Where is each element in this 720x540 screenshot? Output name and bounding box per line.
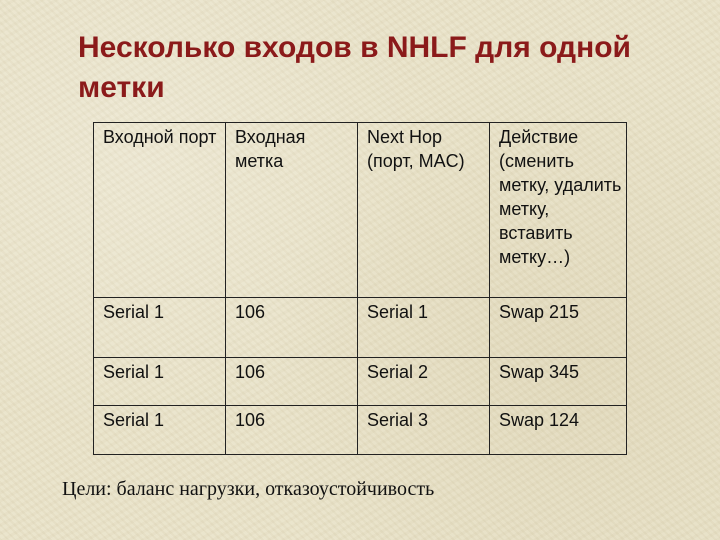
cell-input-port: Serial 1 <box>94 298 226 358</box>
slide-title: Несколько входов в NHLF для одной метки <box>78 31 631 104</box>
cell-input-port: Serial 1 <box>94 406 226 455</box>
cell-action: Swap 345 <box>490 358 627 406</box>
table-row <box>94 298 627 358</box>
cell-next-hop: Serial 2 <box>358 358 490 406</box>
header-input-label: Входная метка <box>226 123 358 298</box>
cell-action: Swap 215 <box>490 298 627 358</box>
header-action: Действие (сменить метку, удалить метку, вставить метку…) <box>490 123 627 298</box>
footer-note: Цели: баланс нагрузки, отказоустойчивость <box>62 478 435 500</box>
header-next-hop: Next Hop (порт, MAC) <box>358 123 490 298</box>
cell-input-label: 106 <box>226 298 358 358</box>
cell-next-hop: Serial 1 <box>358 298 490 358</box>
cell-input-label: 106 <box>226 406 358 455</box>
header-input-port: Входной порт <box>94 123 226 298</box>
cell-input-port: Serial 1 <box>94 358 226 406</box>
table-row <box>94 406 627 455</box>
table-row <box>94 358 627 406</box>
cell-action: Swap 124 <box>490 406 627 455</box>
table-header-row <box>94 123 627 298</box>
cell-input-label: 106 <box>226 358 358 406</box>
nhlf-table <box>93 122 627 455</box>
cell-next-hop: Serial 3 <box>358 406 490 455</box>
